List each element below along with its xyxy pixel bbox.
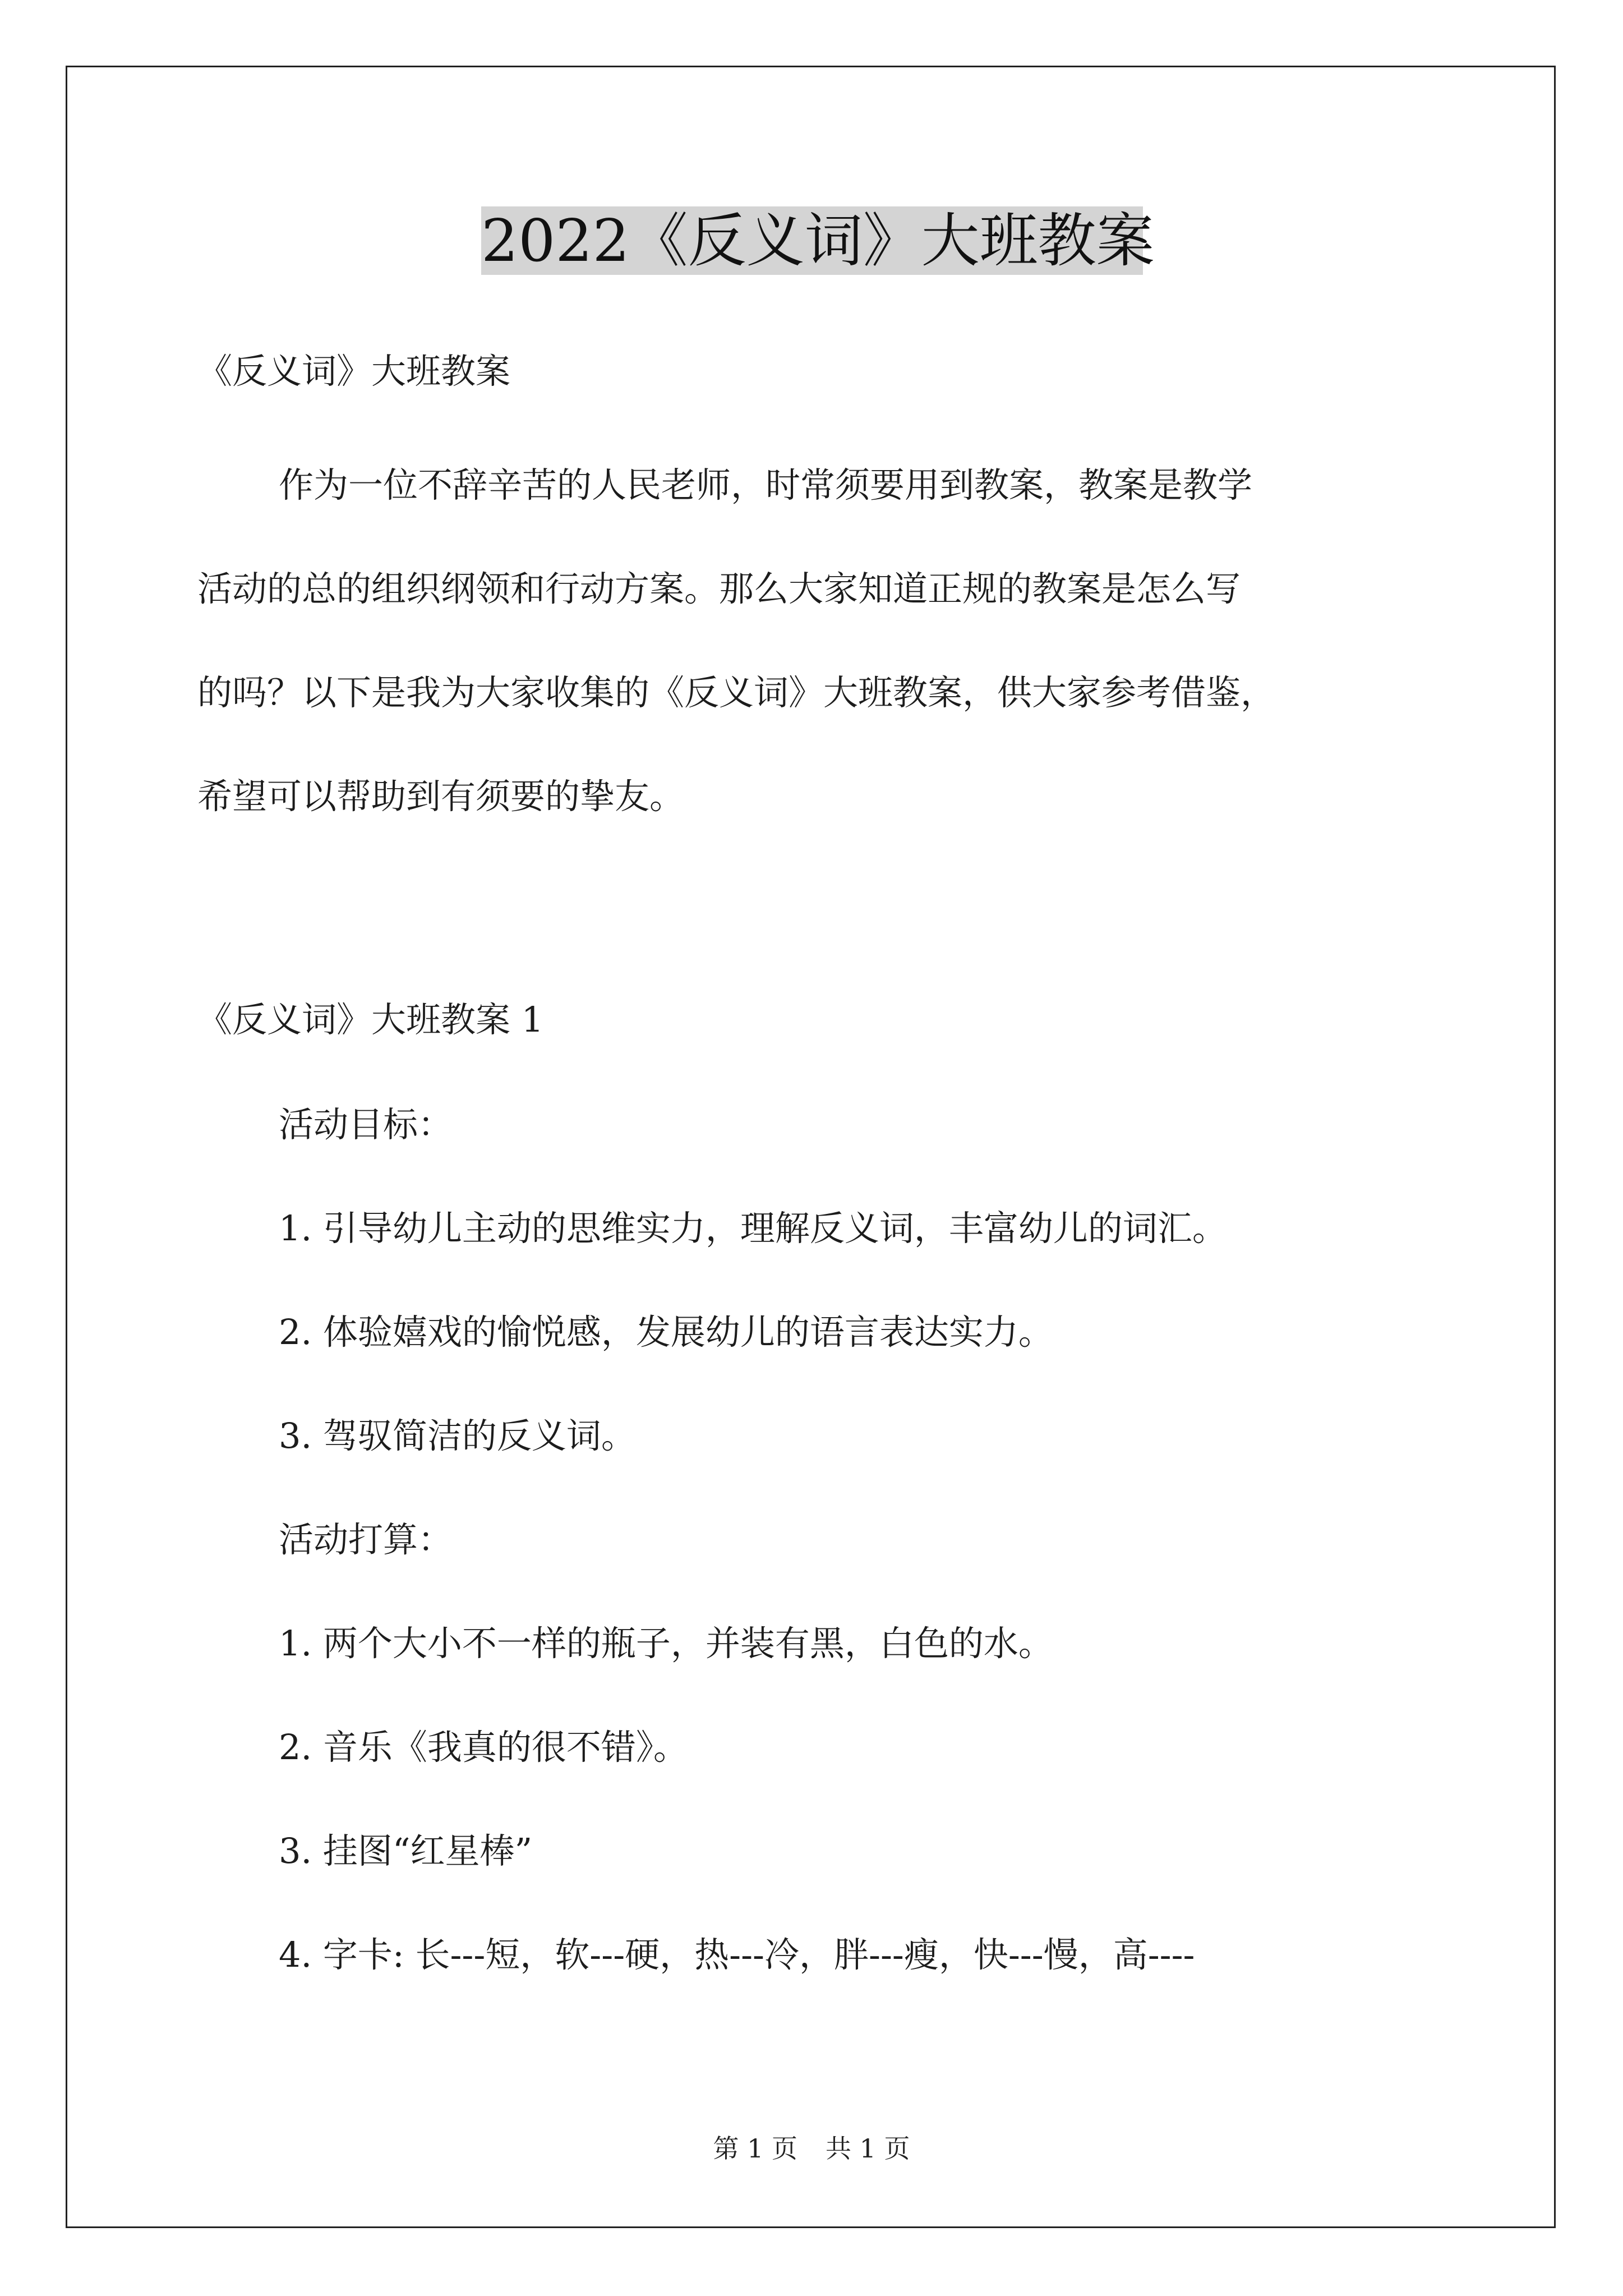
prep-item: 2. 音乐《我真的很不错》。 <box>279 1727 688 1768</box>
section-heading: 《反义词》大班教案 1 <box>197 999 544 1040</box>
intro-line: 活动的总的组织纲领和行动方案。那么大家知道正规的教案是怎么写 <box>197 568 1241 609</box>
intro-line: 作为一位不辞辛苦的人民老师，时常须要用到教案，教案是教学 <box>279 464 1253 505</box>
page-number: 第 1 页 <box>713 2133 797 2164</box>
page-footer <box>0 2132 1623 2165</box>
goal-item: 1. 引导幼儿主动的思维实力，理解反义词，丰富幼儿的词汇。 <box>279 1208 1227 1249</box>
goals-heading: 活动目标： <box>279 1104 453 1145</box>
goal-item: 3. 驾驭简洁的反义词。 <box>279 1415 636 1456</box>
goal-item: 2. 体验嬉戏的愉悦感，发展幼儿的语言表达实力。 <box>279 1312 1053 1352</box>
prep-heading: 活动打算： <box>279 1519 453 1560</box>
prep-item: 1. 两个大小不一样的瓶子，并装有黑，白色的水。 <box>279 1623 1053 1664</box>
intro-line: 的吗？以下是我为大家收集的《反义词》大班教案，供大家参考借鉴， <box>197 672 1276 713</box>
prep-item: 3. 挂图“红星棒” <box>279 1830 533 1871</box>
document-title: 2022《反义词》大班教案 <box>481 206 1155 275</box>
prep-item: 4. 字卡: 长---短，软---硬，热---冷，胖---瘦，快---慢，高---- <box>279 1934 1195 1975</box>
page-total: 共 1 页 <box>826 2133 910 2164</box>
document-subtitle: 《反义词》大班教案 <box>197 351 511 392</box>
intro-line: 希望可以帮助到有须要的挚友。 <box>197 776 685 817</box>
